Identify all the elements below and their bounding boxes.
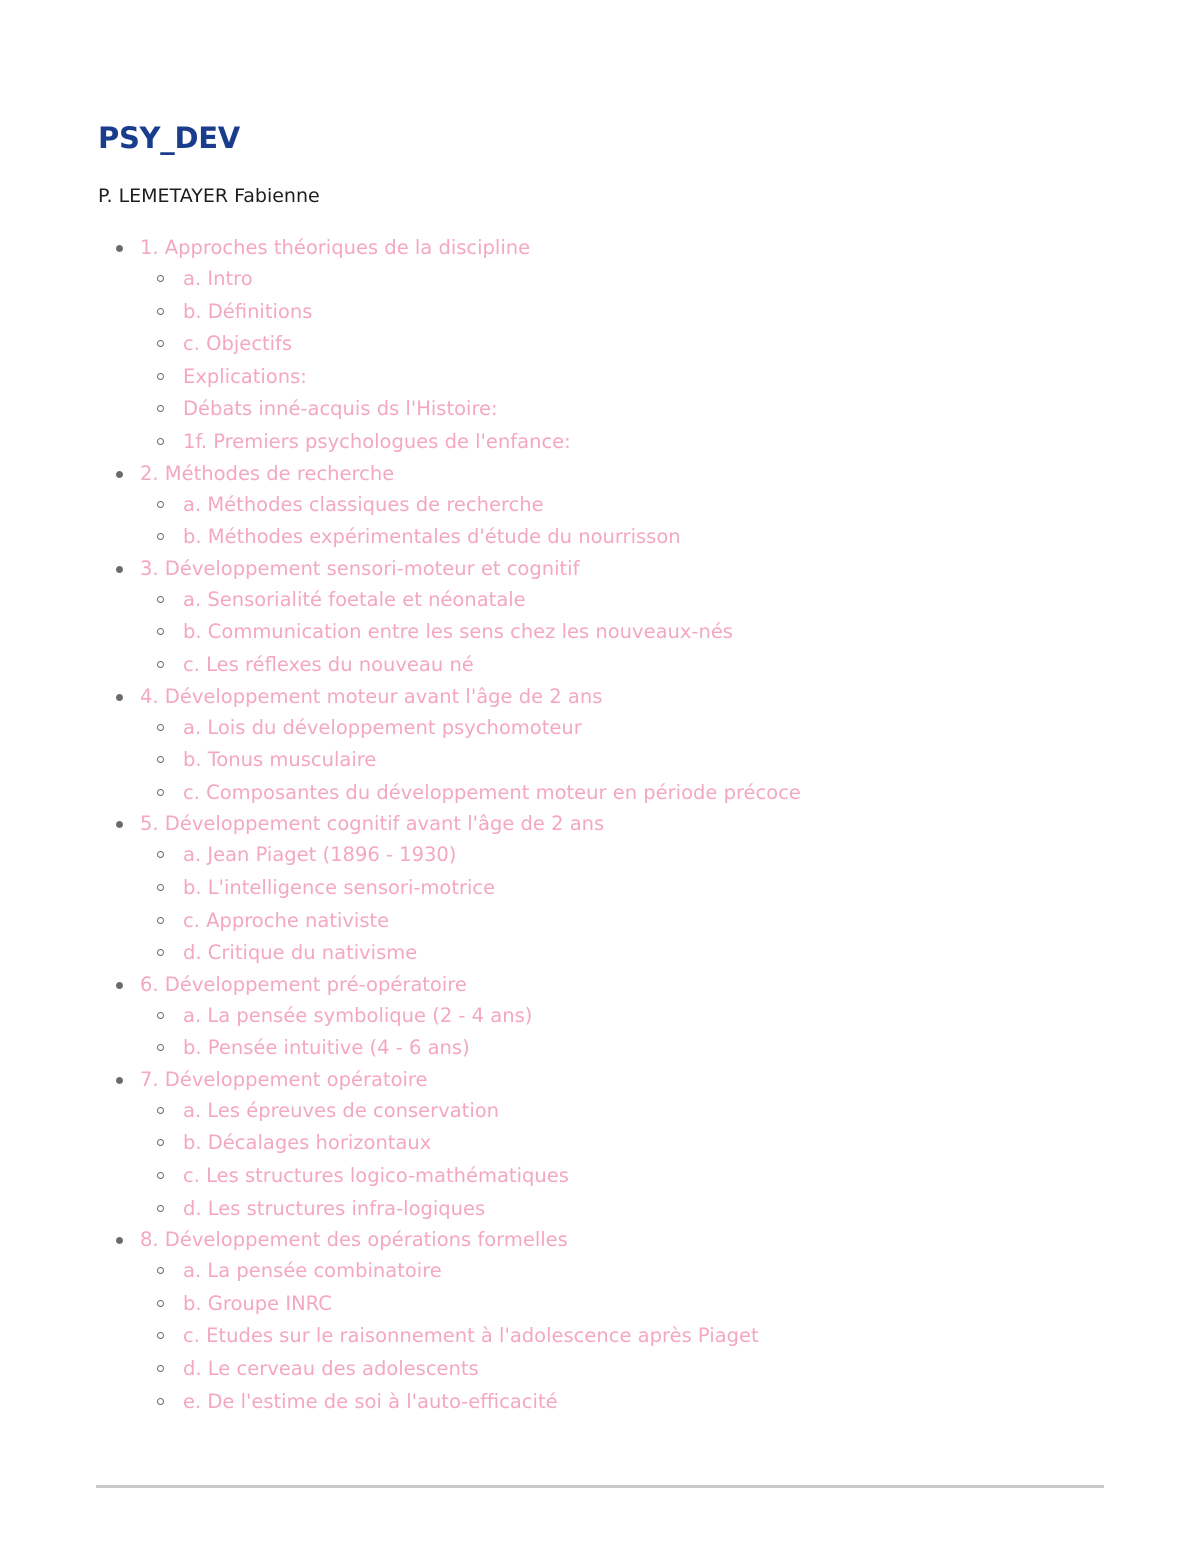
toc-subsection-link[interactable]: a. Sensorialité foetale et néonatale bbox=[183, 587, 526, 611]
toc-subsection-link[interactable]: d. Le cerveau des adolescents bbox=[183, 1357, 479, 1381]
toc-subsection-link[interactable]: b. Décalages horizontaux bbox=[183, 1131, 432, 1155]
toc-subsection bbox=[140, 1095, 1098, 1128]
toc-subsection-list bbox=[140, 1255, 1098, 1418]
toc-section-link[interactable]: 4. Développement moteur avant l'âge de 2 ans bbox=[140, 684, 603, 708]
toc-subsection bbox=[140, 1000, 1098, 1033]
toc-subsection-list bbox=[140, 1000, 1098, 1065]
toc-subsection-link[interactable]: a. Les épreuves de conservation bbox=[183, 1098, 500, 1122]
toc-subsection-link[interactable]: b. Définitions bbox=[183, 299, 313, 323]
toc-subsection-link[interactable]: c. Composantes du développement moteur en période précoce bbox=[183, 780, 801, 804]
toc-subsection-link[interactable]: d. Critique du nativisme bbox=[183, 941, 418, 965]
toc-section-link[interactable]: 5. Développement cognitif avant l'âge de 2 ans bbox=[140, 812, 605, 836]
toc-subsection bbox=[140, 584, 1098, 617]
toc-subsection bbox=[140, 1193, 1098, 1226]
toc-section bbox=[98, 970, 1098, 1065]
toc-subsection-link[interactable]: a. La pensée symbolique (2 - 4 ans) bbox=[183, 1003, 533, 1027]
toc-subsection-link[interactable]: a. Intro bbox=[183, 267, 253, 290]
toc-subsection-list bbox=[140, 712, 1098, 810]
table-of-contents bbox=[98, 233, 1098, 1418]
toc-subsection bbox=[140, 1032, 1098, 1065]
toc-subsection-link[interactable]: a. Méthodes classiques de recherche bbox=[183, 492, 544, 516]
toc-subsection bbox=[140, 872, 1098, 905]
toc-subsection-link[interactable]: 1f. Premiers psychologues de l'enfance: bbox=[183, 429, 571, 453]
toc-subsection-link[interactable]: b. Méthodes expérimentales d'étude du nourrisson bbox=[183, 525, 681, 549]
toc-subsection-link[interactable]: c. Etudes sur le raisonnement à l'adolescence après Piaget bbox=[183, 1324, 759, 1348]
toc-subsection-list bbox=[140, 839, 1098, 969]
toc-subsection bbox=[140, 521, 1098, 554]
toc-subsection bbox=[140, 777, 1098, 810]
toc-section bbox=[98, 554, 1098, 682]
toc-subsection-link[interactable]: c. Les réflexes du nouveau né bbox=[183, 652, 474, 676]
toc-section-link[interactable]: 6. Développement pré-opératoire bbox=[140, 972, 467, 996]
toc-subsection-link[interactable]: d. Les structures infra-logiques bbox=[183, 1196, 486, 1220]
page-title: PSY_DEV bbox=[98, 121, 240, 155]
toc-subsection-link[interactable]: Débats inné-acquis ds l'Histoire: bbox=[183, 397, 498, 421]
toc-subsection bbox=[140, 712, 1098, 745]
toc-section bbox=[98, 1065, 1098, 1225]
toc-subsection bbox=[140, 649, 1098, 682]
toc-section bbox=[98, 809, 1098, 969]
toc-section-link[interactable]: 8. Développement des opérations formelles bbox=[140, 1228, 568, 1252]
toc-subsection-link[interactable]: b. Tonus musculaire bbox=[183, 748, 377, 772]
toc-subsection bbox=[140, 1160, 1098, 1193]
toc-subsection bbox=[140, 361, 1098, 394]
toc-subsection bbox=[140, 328, 1098, 361]
toc-section bbox=[98, 459, 1098, 554]
toc-subsection bbox=[140, 905, 1098, 938]
toc-subsection-link[interactable]: c. Les structures logico-mathématiques bbox=[183, 1164, 569, 1188]
toc-section bbox=[98, 682, 1098, 810]
toc-subsection bbox=[140, 1320, 1098, 1353]
toc-subsection bbox=[140, 1255, 1098, 1288]
toc-subsection bbox=[140, 263, 1098, 296]
toc-subsection bbox=[140, 744, 1098, 777]
author-name: P. LEMETAYER Fabienne bbox=[98, 185, 320, 207]
toc-subsection-link[interactable]: b. Groupe INRC bbox=[183, 1291, 332, 1315]
toc-subsection-list bbox=[140, 489, 1098, 554]
toc-subsection bbox=[140, 1386, 1098, 1419]
toc-section-link[interactable]: 2. Méthodes de recherche bbox=[140, 461, 395, 485]
toc-subsection bbox=[140, 1127, 1098, 1160]
toc-subsection-link[interactable]: b. Communication entre les sens chez les nouveaux-nés bbox=[183, 620, 733, 644]
toc-subsection-link[interactable]: c. Approche nativiste bbox=[183, 908, 390, 932]
toc-subsection-link[interactable]: e. De l'estime de soi à l'auto-efficacité bbox=[183, 1389, 558, 1413]
toc-section-link[interactable]: 1. Approches théoriques de la discipline bbox=[140, 236, 531, 259]
toc-subsection-link[interactable]: b. Pensée intuitive (4 - 6 ans) bbox=[183, 1036, 470, 1060]
toc-subsection-list bbox=[140, 584, 1098, 682]
toc-section-link[interactable]: 3. Développement sensori-moteur et cognitif bbox=[140, 556, 580, 580]
toc-subsection bbox=[140, 839, 1098, 872]
page-divider bbox=[96, 1485, 1104, 1488]
toc-subsection-link[interactable]: c. Objectifs bbox=[183, 332, 293, 356]
toc-subsection bbox=[140, 1353, 1098, 1386]
toc-subsection bbox=[140, 296, 1098, 329]
toc-subsection-link[interactable]: Explications: bbox=[183, 364, 307, 388]
toc-subsection-list bbox=[140, 1095, 1098, 1225]
toc-subsection bbox=[140, 616, 1098, 649]
toc-subsection bbox=[140, 426, 1098, 459]
toc-subsection-link[interactable]: b. L'intelligence sensori-motrice bbox=[183, 875, 496, 899]
toc-subsection bbox=[140, 937, 1098, 970]
toc-subsection-list bbox=[140, 263, 1098, 459]
toc-subsection bbox=[140, 489, 1098, 522]
toc-section bbox=[98, 1225, 1098, 1418]
toc-section bbox=[98, 233, 1098, 459]
toc-subsection-link[interactable]: a. Lois du développement psychomoteur bbox=[183, 715, 582, 739]
toc-subsection-link[interactable]: a. Jean Piaget (1896 - 1930) bbox=[183, 843, 457, 867]
toc-subsection bbox=[140, 1288, 1098, 1321]
toc-subsection-link[interactable]: a. La pensée combinatoire bbox=[183, 1259, 442, 1283]
toc-subsection bbox=[140, 393, 1098, 426]
toc-section-link[interactable]: 7. Développement opératoire bbox=[140, 1067, 428, 1091]
